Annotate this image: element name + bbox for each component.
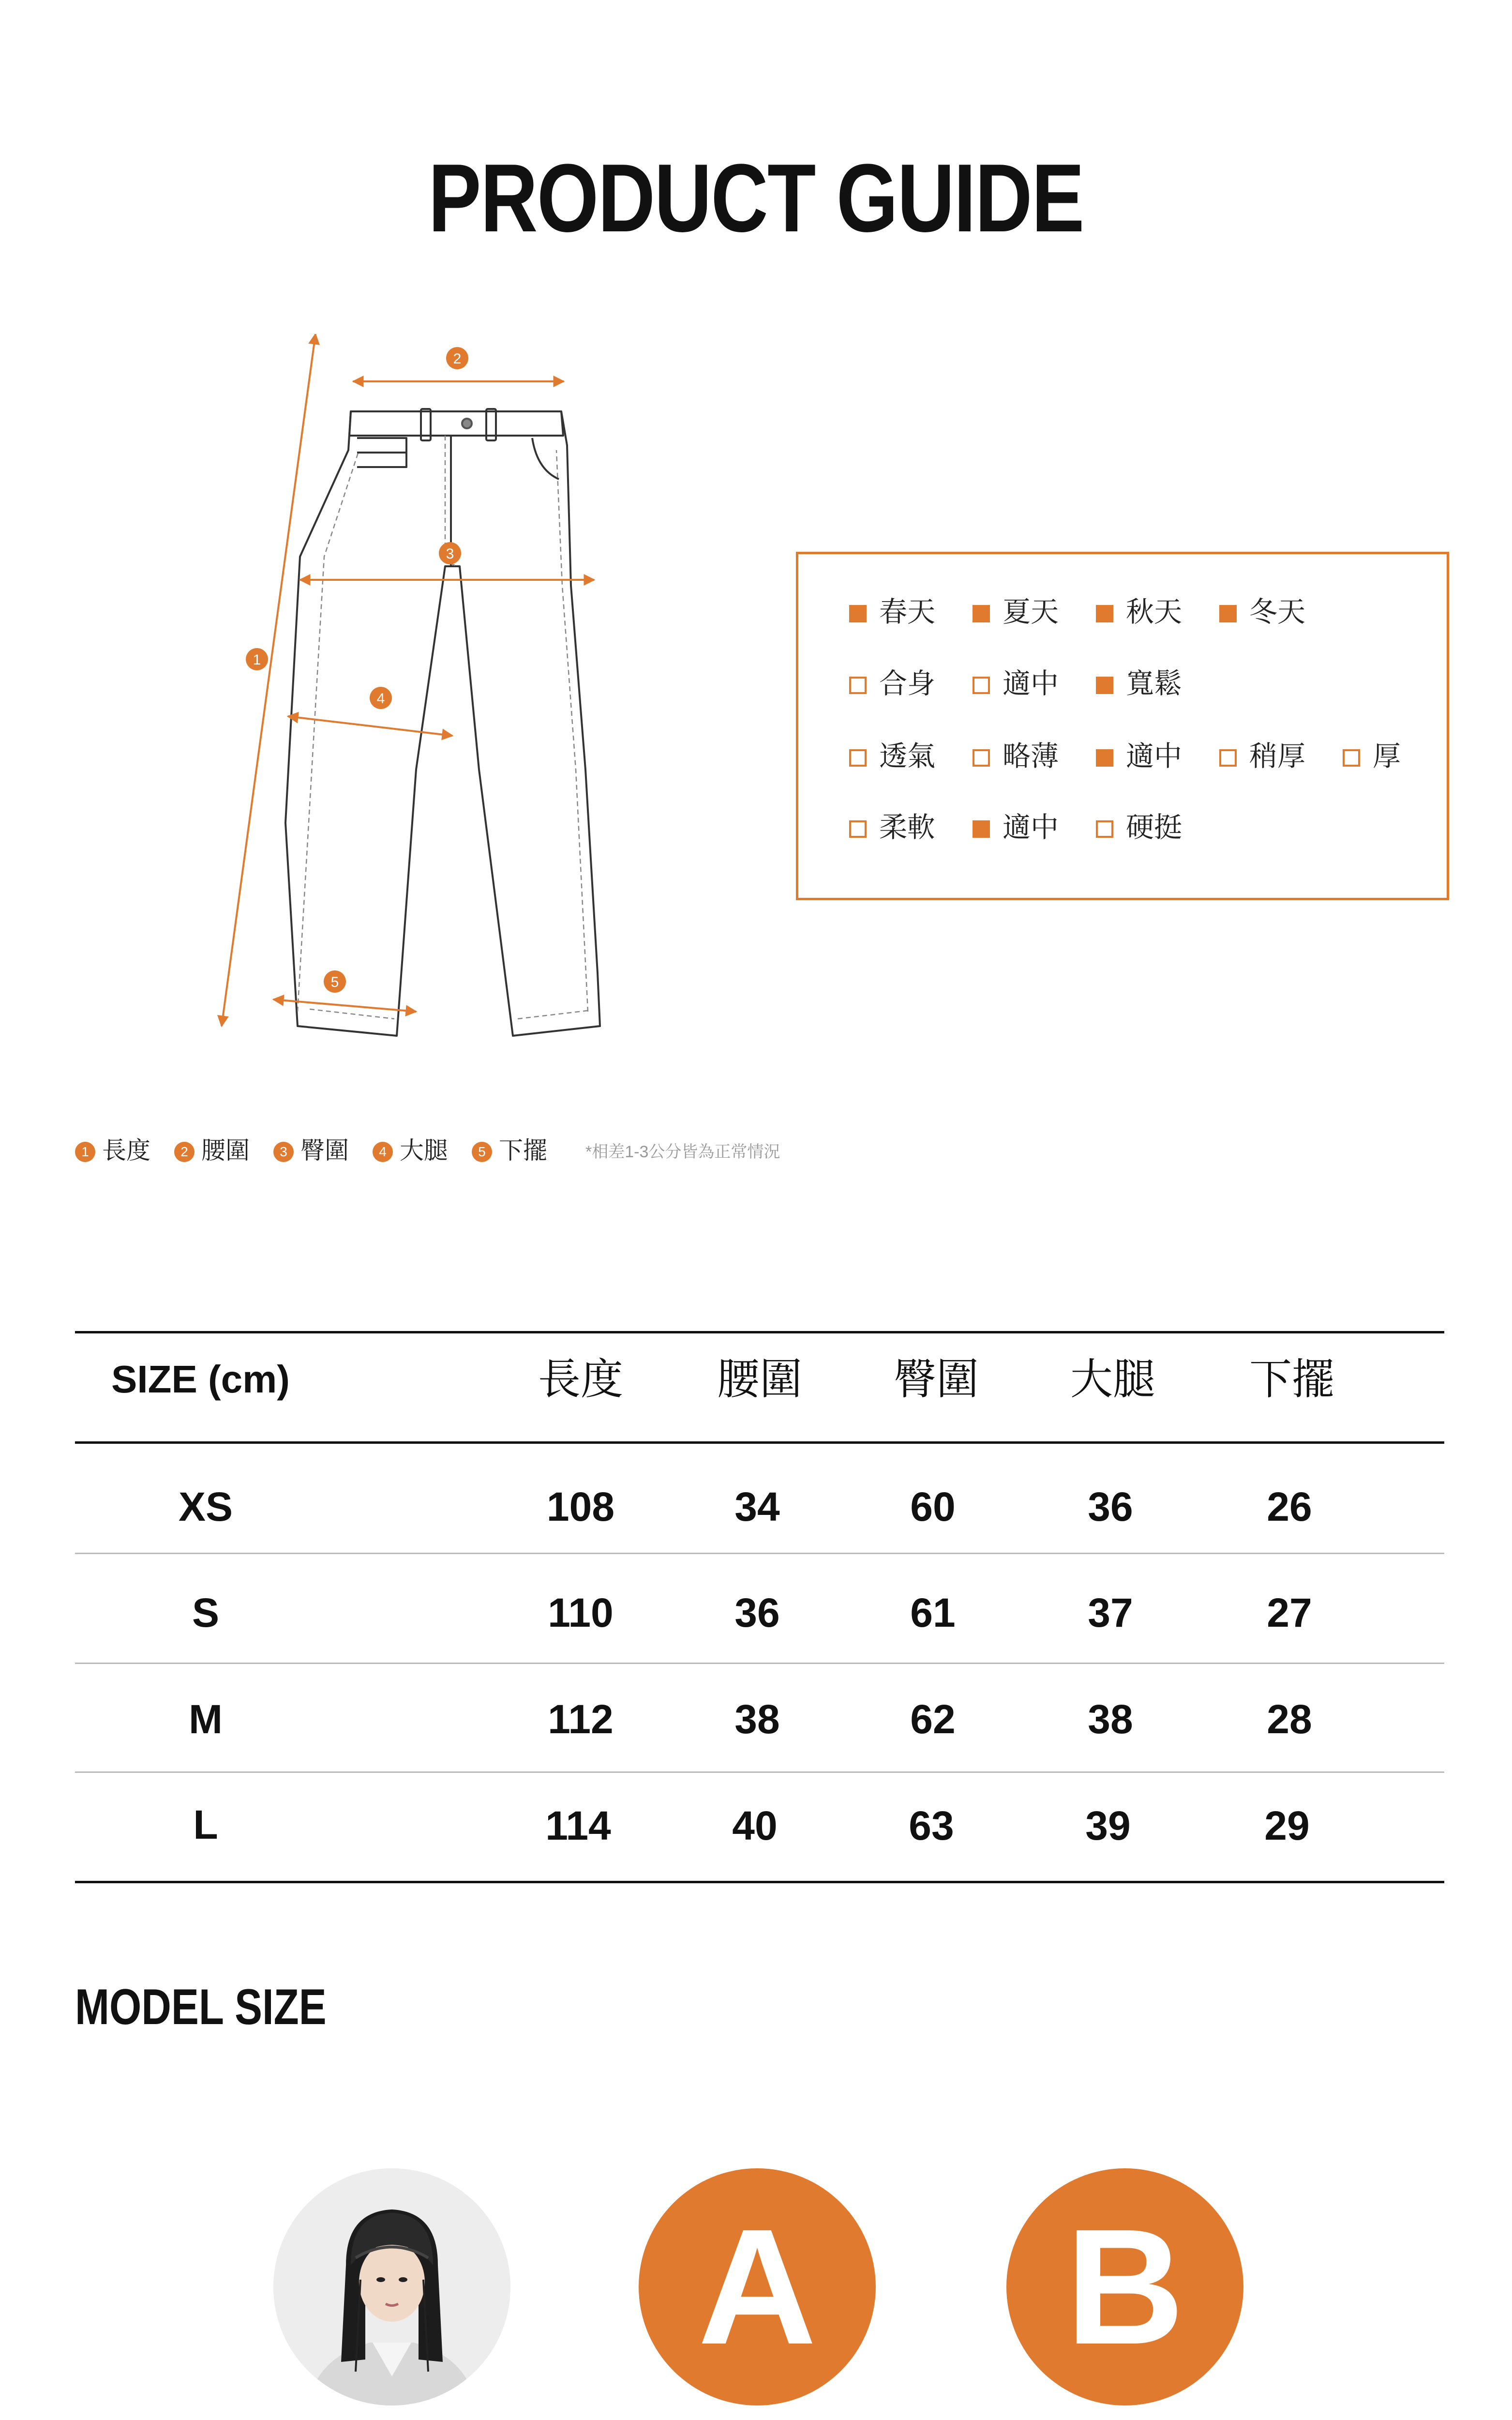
legend-item: 4 大腿 [373,1134,448,1167]
marker-3 [439,542,461,564]
pants-diagram [203,334,687,1070]
feature-item: 適中 [973,667,1059,701]
row-divider [75,1663,1444,1664]
row-divider [75,1771,1444,1773]
legend-item: 5 下擺 [472,1134,547,1167]
feature-item: 柔軟 [849,811,935,845]
svg-text:2: 2 [453,351,462,367]
table-header-hip: 臀圍 [893,1355,979,1403]
feature-item: 略薄 [973,740,1059,773]
table-header-length: 長度 [538,1355,623,1403]
feature-item: 秋天 [1096,595,1182,629]
checkbox-icon [849,677,867,694]
checkbox-icon [849,749,867,767]
table-bottom-rule [75,1881,1444,1883]
model-b-avatar: B [1006,2168,1243,2405]
marker-2 [446,347,468,369]
checkbox-icon [973,820,990,838]
feature-item: 適中 [1096,740,1182,773]
checkbox-icon [1343,749,1360,767]
feature-item: 冬天 [1219,595,1305,629]
marker-4 [370,687,392,709]
checkbox-icon [973,677,990,694]
model-portrait-icon [273,2168,510,2405]
svg-text:1: 1 [253,652,261,668]
svg-text:5: 5 [330,974,339,990]
table-header-waist: 腰圍 [717,1355,802,1403]
table-header-thigh: 大腿 [1070,1355,1155,1403]
svg-text:3: 3 [446,546,454,562]
checkbox-icon [1096,605,1113,622]
checkbox-icon [849,820,867,838]
feature-item: 寬鬆 [1096,667,1182,701]
checkbox-icon [1219,749,1237,767]
page-title: PRODUCT GUIDE [428,144,1084,252]
checkbox-icon [1096,677,1113,694]
feature-item: 透氣 [849,740,935,773]
marker-5 [324,970,346,993]
table-header-size: SIZE (cm) [111,1358,290,1401]
tolerance-note: *相差1-3公分皆為正常情況 [585,1143,780,1161]
svg-text:4: 4 [376,691,385,707]
model-photo-avatar [273,2168,510,2405]
table-header-rule [75,1441,1444,1444]
checkbox-icon [1096,749,1113,767]
feature-item: 春天 [849,595,935,629]
checkbox-icon [973,605,990,622]
feature-item: 稍厚 [1219,740,1305,773]
checkbox-icon [849,605,867,622]
legend-item: 2 腰圍 [174,1134,250,1167]
feature-item: 夏天 [973,595,1059,629]
feature-item: 厚 [1343,740,1401,773]
checkbox-icon [1096,820,1113,838]
table-top-rule [75,1331,1444,1333]
model-size-title: MODEL SIZE [75,1979,327,2035]
fabric-features-box [796,552,1449,900]
feature-item: 適中 [973,811,1059,845]
feature-item: 硬挺 [1096,811,1182,845]
table-header-hem: 下擺 [1249,1355,1334,1403]
row-divider [75,1553,1444,1554]
legend-item: 3 臀圍 [273,1134,349,1167]
marker-1 [246,648,268,670]
legend-item: 1 長度 [75,1134,150,1167]
model-a-avatar: A [639,2168,876,2405]
diagram-markers [246,347,468,993]
checkbox-icon [1219,605,1237,622]
feature-item: 合身 [849,667,935,701]
checkbox-icon [973,749,990,767]
